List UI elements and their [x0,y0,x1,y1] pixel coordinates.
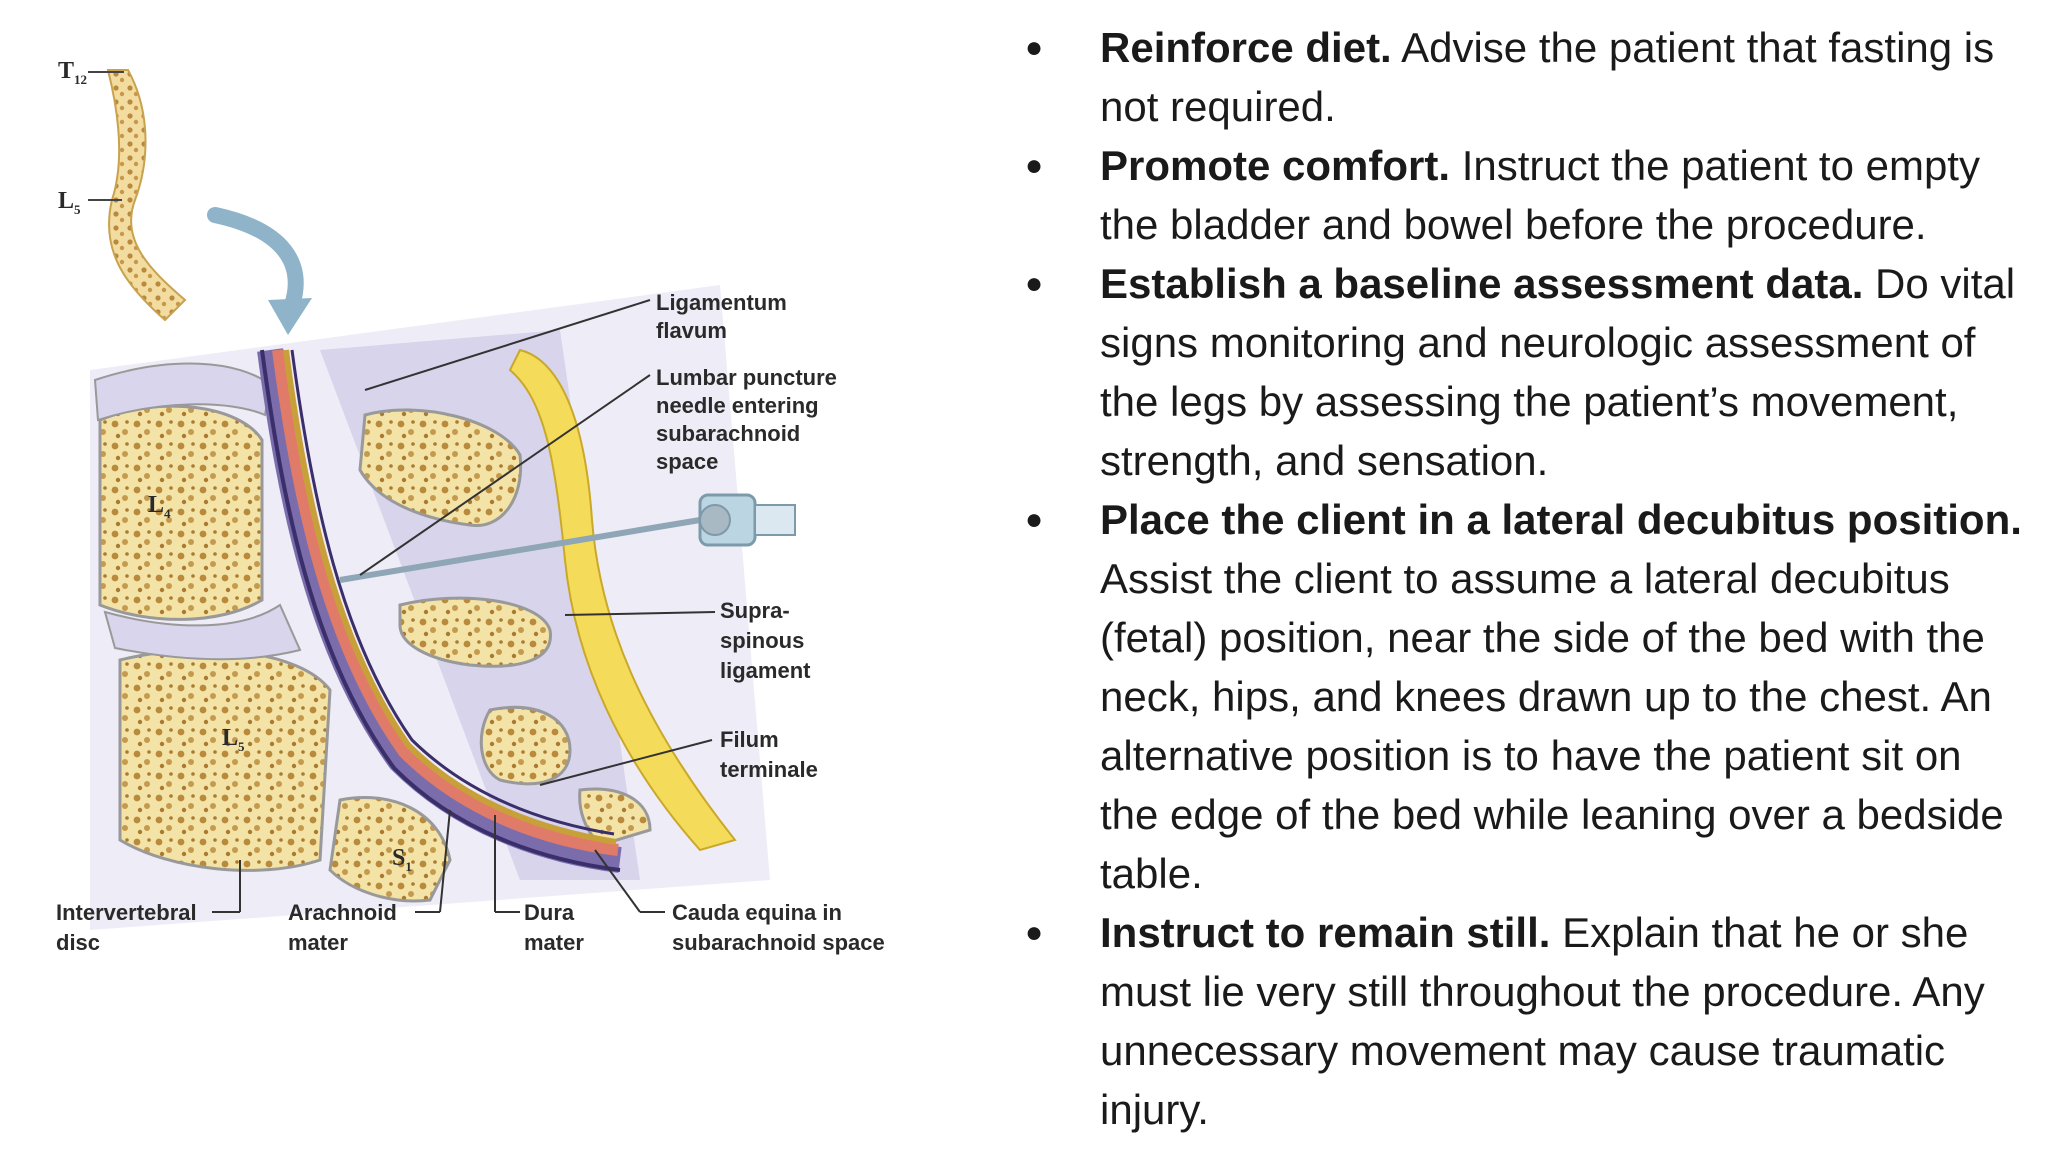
bullet-icon: ● [1025,503,1044,536]
vertebra-l5 [120,650,330,870]
list-item [1025,18,2025,136]
bullet-icon: ● [1025,267,1044,300]
list-item [1025,136,2025,254]
list-item [1025,903,2025,1139]
label-l5: $L_5$ [222,725,245,754]
lumbar-puncture-illustration [0,0,980,1152]
spinous-process-3 [481,707,570,783]
list-item [1025,490,2025,903]
magnify-arrow [215,215,296,305]
label-cauda-equina: Cauda equina in subarachnoid space [672,900,885,955]
item-heading: Promote comfort. [1100,142,1451,189]
label-lumbar-puncture: Lumbar puncture needle entering subarachnoid space [656,365,837,474]
item-heading: Instruct to remain still. [1100,909,1551,956]
label-filum-terminale: Filum terminale [720,727,818,782]
item-heading: Place the client in a lateral decubitus position. [1100,496,2022,543]
item-text: Advise the patient that fasting is not required. [1100,24,1995,130]
label-s1: $S_1$ [392,845,412,874]
item-text: Explain that he or she must lie very still throughout the procedure. Any unnecessary movement may cause traumatic injury. [1100,909,1985,1133]
label-t12: $T_{12}$ [58,58,88,87]
item-heading: Reinforce diet. [1100,24,1392,71]
bullet-icon: ● [1025,916,1044,949]
item-text: Assist the client to assume a lateral decubitus (fetal) position, near the side of the bed with the neck, hips, and knees drawn up to the chest. An alternative position is to have the patient sit on the edge of the bed while leaning over a bedside table. [1100,555,2004,897]
item-text: Do vital signs monitoring and neurologic assessment of the legs by assessing the patient’s movement, strength, and sensation. [1100,260,2016,484]
label-dura-mater: Dura mater [524,900,584,955]
bullet-icon: ● [1025,31,1044,64]
vertebra-l4 [100,406,262,619]
item-heading: Establish a baseline assessment data. [1100,260,1864,307]
small-spine-column [108,70,185,320]
list-item [1025,254,2025,490]
label-arachnoid-mater: Arachnoid mater [288,900,397,955]
label-ligamentum-flavum: Ligamentum flavum [656,290,787,343]
spine-anatomy-diagram [0,0,980,1152]
bullet-icon: ● [1025,149,1044,182]
label-l4: $L_4$ [148,492,171,521]
nursing-interventions-list [1025,18,2025,1139]
item-text: Instruct the patient to empty the bladder and bowel before the procedure. [1100,142,1980,248]
label-supraspinous-ligament: Supra- spinous ligament [720,598,811,683]
label-intervertebral-disc: Intervertebral disc [56,900,197,955]
label-l5-top: $L_5$ [58,188,81,217]
